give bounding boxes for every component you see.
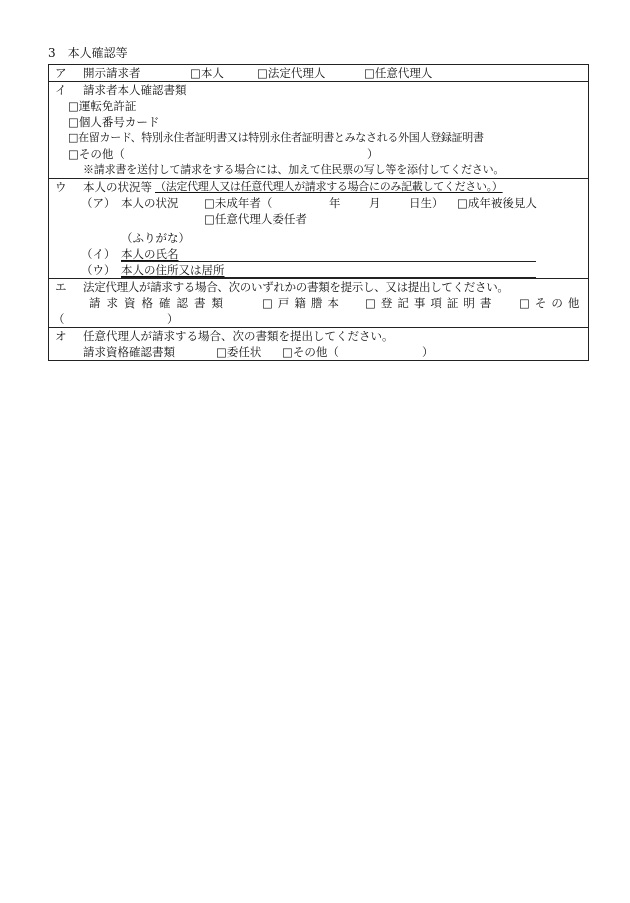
checkbox-voluntary-agent[interactable]: □任意代理人 [364, 66, 433, 80]
section-mark-i: イ [55, 83, 67, 97]
section-mark-a: ア [55, 66, 67, 80]
checkbox-delegator[interactable]: □任意代理人委任者 [204, 212, 307, 226]
checkbox-adult-guardian[interactable]: □成年被後見人 [457, 196, 537, 210]
section-requester-type [49, 65, 588, 81]
checkbox-other-id[interactable]: □その他（ [68, 147, 125, 161]
section-voluntary-agent-docs [49, 327, 588, 360]
section-heading: 3 本人確認等 [48, 46, 128, 60]
checkbox-other-legal[interactable]: □その他 [519, 296, 585, 310]
section-legal-agent-docs [49, 278, 588, 327]
birth-day-label: 日生） [409, 196, 444, 210]
legal-agent-instruction: 法定代理人が請求する場合、次のいずれかの書類を提示し、又は提出してください。 [83, 280, 509, 294]
identity-verification-table [48, 64, 589, 361]
other-id-paren-close: ） [367, 147, 379, 161]
name-marker: （イ） [81, 247, 116, 261]
legal-agent-doc-label: 請求資格確認書類 [89, 296, 229, 310]
section-mark-u: ウ [55, 180, 67, 194]
furigana-label: （ふりがな） [121, 231, 190, 245]
checkbox-residence-card[interactable]: □在留カード、特別永住者証明書又は特別永住者証明書とみなされる外国人登録証明書 [68, 131, 484, 144]
checkbox-power-of-attorney[interactable]: □委任状 [216, 345, 262, 359]
checkbox-minor[interactable]: □未成年者（ [204, 196, 273, 210]
status-label: 本人の状況 [121, 196, 179, 210]
voluntary-agent-instruction: 任意代理人が請求する場合、次の書類を提出してください。 [83, 329, 394, 343]
section-mark-e: エ [55, 280, 67, 294]
legal-other-paren-open: （ [53, 312, 65, 326]
checkbox-other-voluntary[interactable]: □その他（ [282, 345, 339, 359]
voluntary-agent-doc-label: 請求資格確認書類 [83, 345, 175, 359]
address-marker: （ウ） [81, 263, 116, 277]
checkbox-self[interactable]: □本人 [190, 66, 224, 80]
section-person-status [49, 178, 588, 278]
checkbox-drivers-license[interactable]: □運転免許証 [68, 99, 137, 113]
birth-year-label: 年 [329, 196, 341, 210]
id-documents-label: 請求者本人確認書類 [83, 83, 187, 97]
checkbox-legal-agent[interactable]: □法定代理人 [257, 66, 326, 80]
birth-month-label: 月 [369, 196, 381, 210]
status-marker: （ア） [81, 196, 116, 210]
person-name-label: 本人の氏名 [121, 247, 179, 261]
person-status-label: 本人の状況等 [83, 180, 152, 194]
section-mark-o: オ [55, 329, 67, 343]
person-address-label: 本人の住所又は居所 [121, 263, 225, 277]
checkbox-my-number-card[interactable]: □個人番号カード [68, 115, 160, 129]
checkbox-registry-certificate[interactable]: □登記事項証明書 [365, 296, 497, 310]
voluntary-other-paren-close: ） [422, 345, 434, 359]
mailing-note: ※請求書を送付して請求をする場合には、加えて住民票の写し等を添付してください。 [83, 163, 505, 176]
legal-other-paren-close: ） [167, 312, 179, 326]
person-status-note: （法定代理人又は任意代理人が請求する場合にのみ記載してください。） [155, 180, 503, 193]
section-id-documents [49, 81, 588, 178]
requester-label: 開示請求者 [83, 66, 141, 80]
checkbox-family-register[interactable]: □戸籍謄本 [262, 296, 344, 310]
